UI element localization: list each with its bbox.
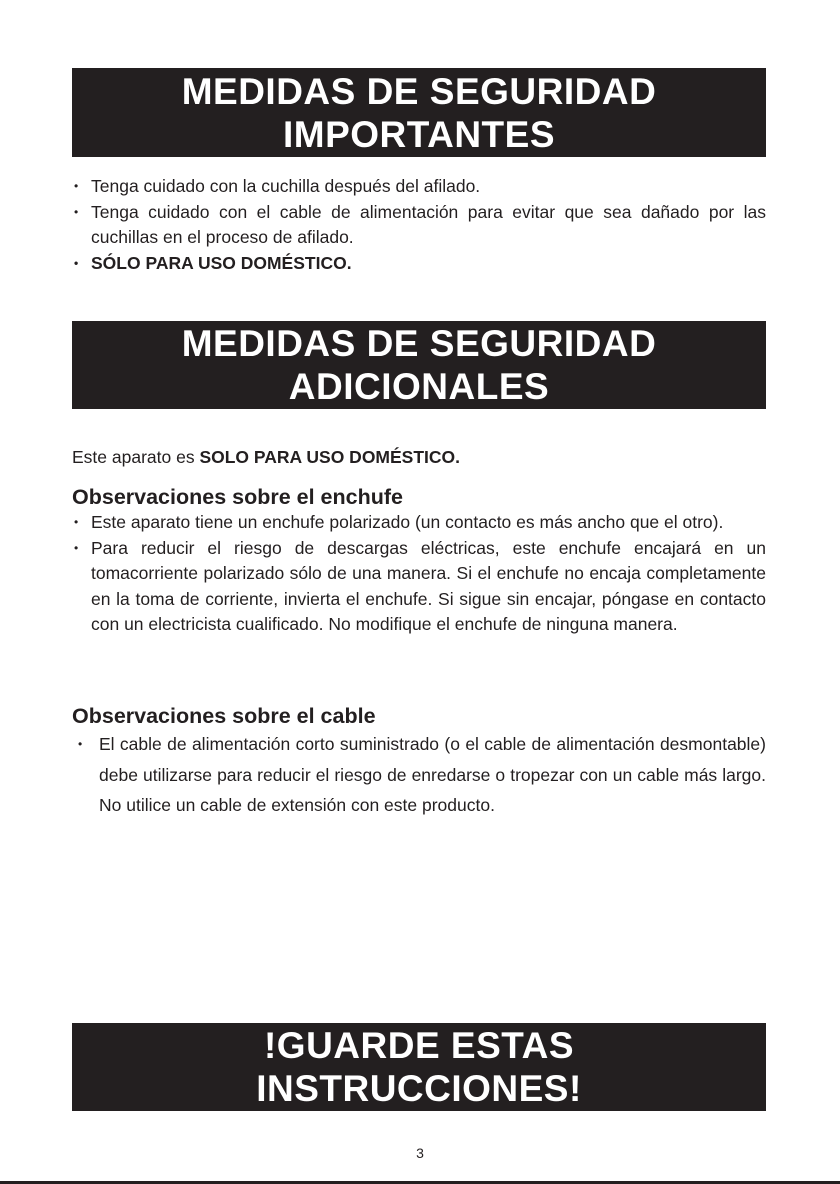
intro-text: Este aparato es xyxy=(72,447,200,467)
list-item: • Este aparato tiene un enchufe polarizado (un contacto es más ancho que el otro). xyxy=(72,510,766,536)
banner-title-line1: MEDIDAS DE SEGURIDAD xyxy=(181,70,657,112)
banner-title-line1: MEDIDAS DE SEGURIDAD xyxy=(181,323,657,364)
list-item: • Para reducir el riesgo de descargas eléctricas, este enchufe encajará en un tomacorriente polarizado sólo de una manera. Si el enchufe no encaja completamente en la toma de corriente, invierta el enchufe. Si sigue sin encajar, póngase en contacto con un electricista cualificado. No modifique el enchufe de ninguna manera. xyxy=(72,536,766,638)
intro-bold-text: SOLO PARA USO DOMÉSTICO. xyxy=(199,447,461,467)
list-item: • Tenga cuidado con el cable de alimentación para evitar que sea dañado por las cuchillas en el proceso de afilado. xyxy=(72,200,766,251)
banner-important-safeguards xyxy=(72,68,766,157)
plug-notes-list xyxy=(72,510,766,638)
cord-notes-list xyxy=(72,729,766,821)
banner-title-line2: IMPORTANTES xyxy=(282,113,556,155)
banner-title-line2: INSTRUCCIONES! xyxy=(256,1068,582,1109)
banner-title-line2: ADICIONALES xyxy=(288,366,550,407)
banner-title-line1: !GUARDE ESTAS xyxy=(263,1025,575,1066)
plug-notes-heading: Observaciones sobre el enchufe xyxy=(72,485,403,509)
list-item: • Tenga cuidado con la cuchilla después del afilado. xyxy=(72,174,766,200)
list-item: • El cable de alimentación corto suministrado (o el cable de alimentación desmontable) debe utilizarse para reducir el riesgo de enredarse o tropezar con un cable más largo. No utilice un cable de extensión con este producto. xyxy=(72,729,766,821)
banner-additional-safeguards xyxy=(72,321,766,409)
banner-save-instructions xyxy=(72,1023,766,1111)
household-use-statement xyxy=(72,445,766,471)
page-number: 3 xyxy=(416,1145,424,1161)
cord-notes-heading: Observaciones sobre el cable xyxy=(72,704,376,728)
important-safeguards-list xyxy=(72,174,766,276)
list-item-household-use: • SÓLO PARA USO DOMÉSTICO. xyxy=(72,251,766,277)
